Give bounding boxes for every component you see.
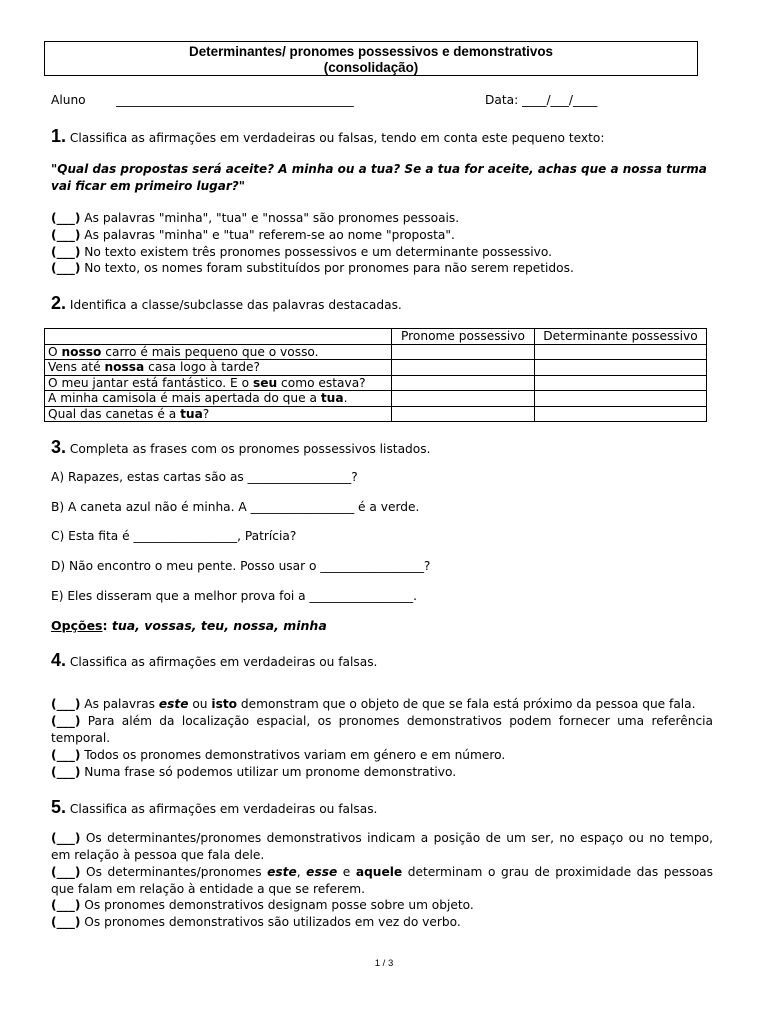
answer-cell[interactable] xyxy=(392,344,535,360)
sentence-cell: O nosso carro é mais pequeno que o vosso. xyxy=(45,344,392,360)
table-row xyxy=(45,360,707,376)
statement-text: Os pronomes demonstrativos designam posse sobre um objeto. xyxy=(80,898,474,912)
fill-in-sentence[interactable]: B) A caneta azul não é minha. A _________________ é a verde. xyxy=(51,500,420,514)
highlighted-word: seu xyxy=(252,375,278,390)
sentence-cell: O meu jantar está fantástico. E o seu como estava? xyxy=(45,375,392,391)
fill-in-sentence[interactable]: E) Eles disseram que a melhor prova foi a _________________. xyxy=(51,589,417,603)
question-number: 2. xyxy=(51,293,67,313)
answer-blank[interactable]: (___) xyxy=(51,898,81,912)
highlighted-word: tua xyxy=(180,406,203,421)
statement-item xyxy=(51,765,456,779)
question-number: 1. xyxy=(51,126,67,146)
answer-blank[interactable]: (___) xyxy=(51,228,81,242)
answer-blank[interactable]: (___) xyxy=(51,714,81,728)
statement-text: No texto, os nomes foram substituídos por pronomes para não serem repetidos. xyxy=(80,261,574,275)
table-header-cell: Pronome possessivo xyxy=(392,329,535,345)
table-header-row xyxy=(45,329,707,345)
statement-item xyxy=(51,713,713,747)
statement-item xyxy=(51,261,574,275)
statement-item xyxy=(51,898,474,912)
question-number: 5. xyxy=(51,797,67,817)
statement-item xyxy=(51,211,459,225)
table-header-cell xyxy=(45,329,392,345)
statement-text: No texto existem três pronomes possessivos e um determinante possessivo. xyxy=(80,245,552,259)
answer-cell[interactable] xyxy=(535,406,707,422)
sentence-cell: Vens até nossa casa logo à tarde? xyxy=(45,360,392,376)
question-1-heading xyxy=(51,126,605,147)
question-instruction: Completa as frases com os pronomes possessivos listados. xyxy=(69,442,431,456)
statement-text: Todos os pronomes demonstrativos variam em género e em número. xyxy=(80,748,506,762)
answer-blank[interactable]: (___) xyxy=(51,697,81,711)
answer-cell[interactable] xyxy=(392,360,535,376)
date-field[interactable]: Data: ____/___/____ xyxy=(485,93,598,107)
table-row xyxy=(45,344,707,360)
fill-in-sentence[interactable]: A) Rapazes, estas cartas são as _________________? xyxy=(51,470,358,484)
statement-item xyxy=(51,830,713,864)
table-row xyxy=(45,375,707,391)
answer-cell[interactable] xyxy=(392,391,535,407)
statement-text: Os pronomes demonstrativos são utilizados em vez do verbo. xyxy=(80,915,461,929)
table-row xyxy=(45,391,707,407)
question-instruction: Classifica as afirmações em verdadeiras ou falsas. xyxy=(69,655,378,669)
answer-blank[interactable]: (___) xyxy=(51,831,81,845)
statement-item: (___) Os determinantes/pronomes este, esse e aquele determinam o grau de proximidade das pessoas que falam em relação à entidade a que se referem. xyxy=(51,865,713,896)
statement-text: As palavras "minha" e "tua" referem-se ao nome "proposta". xyxy=(80,228,455,242)
answer-cell[interactable] xyxy=(535,344,707,360)
table-row xyxy=(45,406,707,422)
highlighted-word: tua xyxy=(320,391,344,406)
question-2-heading xyxy=(51,293,402,314)
statement-item xyxy=(51,228,455,242)
fill-in-sentence[interactable]: C) Esta fita é _________________, Patrícia? xyxy=(51,529,297,543)
statement-item xyxy=(51,748,505,762)
question-3-heading xyxy=(51,437,430,458)
options-line: Opções: tua, vossas, teu, nossa, minha xyxy=(51,618,327,633)
answer-blank[interactable]: (___) xyxy=(51,748,81,762)
highlighted-word: nosso xyxy=(61,344,102,359)
answer-blank[interactable]: (___) xyxy=(51,915,81,929)
options-label: Opções xyxy=(51,618,103,633)
worksheet-title xyxy=(44,41,698,76)
statement-item: (___) As palavras este ou isto demonstram que o objeto de que se fala está próximo da pessoa que fala. xyxy=(51,697,696,711)
statement-item xyxy=(51,915,461,929)
sentence-cell: A minha camisola é mais apertada do que a tua. xyxy=(45,391,392,407)
answer-cell[interactable] xyxy=(535,391,707,407)
quote-text: "Qual das propostas será aceite? A minha ou a tua? Se a tua for aceite, achas que a nossa turma vai ficar em primeiro lugar?" xyxy=(51,162,707,193)
answer-cell[interactable] xyxy=(535,375,707,391)
answer-blank[interactable]: (___) xyxy=(51,261,81,275)
options-list: tua, vossas, teu, nossa, minha xyxy=(107,618,327,633)
statement-text: Para além da localização espacial, os pronomes demonstrativos podem fornecer uma referência temporal. xyxy=(51,714,713,745)
statement-item xyxy=(51,245,552,259)
question-instruction: Classifica as afirmações em verdadeiras ou falsas, tendo em conta este pequeno texto: xyxy=(69,131,605,145)
question-5-heading xyxy=(51,797,377,818)
answer-cell[interactable] xyxy=(535,360,707,376)
question-instruction: Classifica as afirmações em verdadeiras ou falsas. xyxy=(69,802,378,816)
title-line-2: (consolidação) xyxy=(323,60,419,75)
statement-text: Os determinantes/pronomes demonstrativos indicam a posição de um ser, no espaço ou no tempo, em relação à pessoa que fala dele. xyxy=(51,831,713,862)
title-line-1: Determinantes/ pronomes possessivos e demonstrativos xyxy=(189,44,553,59)
answer-blank[interactable]: (___) xyxy=(51,245,81,259)
aluno-blank[interactable]: _______________________________________ xyxy=(116,93,354,107)
answer-cell[interactable] xyxy=(392,375,535,391)
question-number: 3. xyxy=(51,437,67,457)
statement-text: Numa frase só podemos utilizar um pronome demonstrativo. xyxy=(80,765,457,779)
aluno-label: Aluno xyxy=(51,93,86,107)
question-number: 4. xyxy=(51,650,67,670)
sentence-cell: Qual das canetas é a tua? xyxy=(45,406,392,422)
highlighted-word: nossa xyxy=(104,360,145,375)
possessive-classification-table xyxy=(44,328,707,422)
fill-in-sentence[interactable]: D) Não encontro o meu pente. Posso usar o _________________? xyxy=(51,559,431,573)
answer-blank[interactable]: (___) xyxy=(51,211,81,225)
table-header-cell: Determinante possessivo xyxy=(535,329,707,345)
page-number: 1 / 3 xyxy=(374,958,394,969)
answer-blank[interactable]: (___) xyxy=(51,865,81,879)
question-4-heading xyxy=(51,650,377,671)
statement-text: As palavras "minha", "tua" e "nossa" são pronomes pessoais. xyxy=(80,211,460,225)
answer-blank[interactable]: (___) xyxy=(51,765,81,779)
question-instruction: Identifica a classe/subclasse das palavras destacadas. xyxy=(69,298,402,312)
answer-cell[interactable] xyxy=(392,406,535,422)
